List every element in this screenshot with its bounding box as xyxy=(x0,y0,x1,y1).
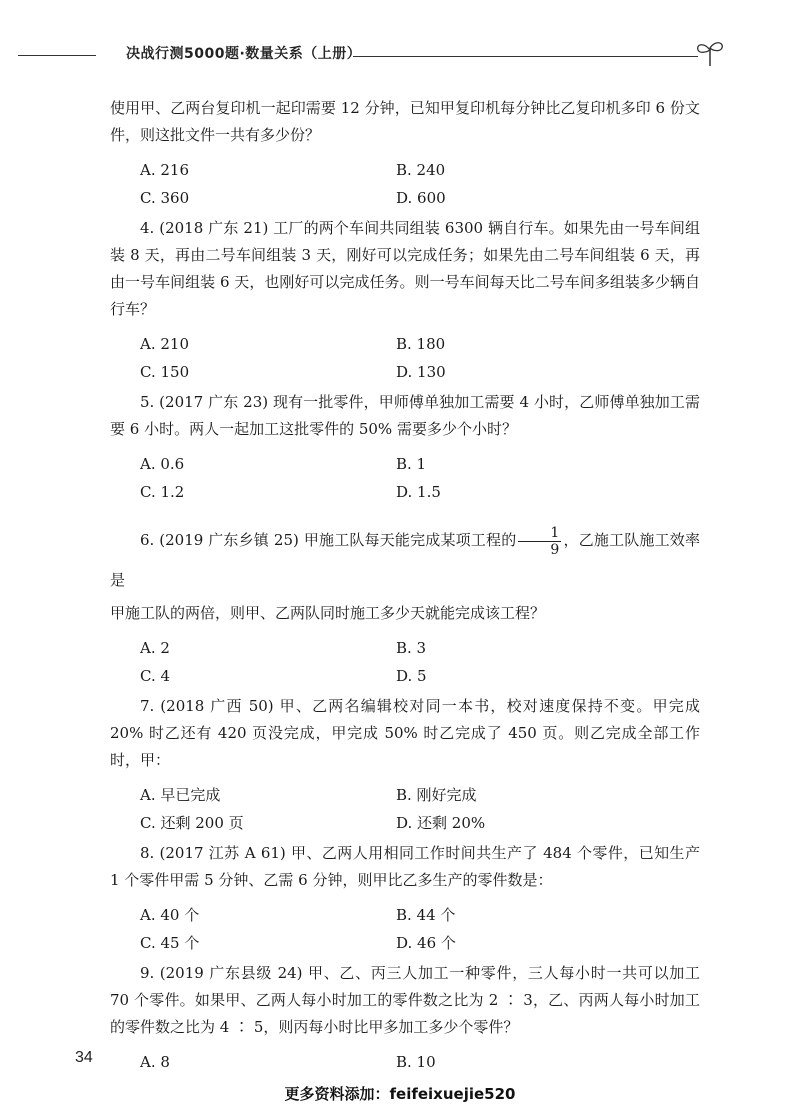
question-8 xyxy=(110,840,700,957)
question-text-pre: 6. (2019 广东乡镇 25) 甲施工队每天能完成某项工程的 xyxy=(140,531,517,549)
options xyxy=(110,450,700,506)
option-c: C. 还剩 200 页 xyxy=(140,814,244,832)
option-a: A. 0.6 xyxy=(140,455,185,473)
option-b: B. 3 xyxy=(396,639,427,657)
option-a: A. 210 xyxy=(140,335,189,353)
header-rule-left xyxy=(18,55,96,56)
question-text-post: ，乙施工队施工效率是 xyxy=(110,531,700,589)
option-b: B. 1 xyxy=(396,455,427,473)
options xyxy=(110,330,700,386)
option-c: C. 360 xyxy=(140,189,190,207)
question-7 xyxy=(110,693,700,837)
question-9 xyxy=(110,960,700,1076)
option-b: B. 刚好完成 xyxy=(396,786,477,804)
option-a: A. 早已完成 xyxy=(140,786,221,804)
question-text: 4. (2018 广东 21) 工厂的两个车间共同组装 6300 辆自行车。如果先由一号车间组装 8 天，再由二号车间组装 3 天，刚好可以完成任务；如果先由二号车间组装 6 天，再由一号车间组装 6 天，也刚好可以完成任务。则一号车间每天比二号车间多组装多少辆自行车？ xyxy=(110,219,700,318)
option-a: A. 8 xyxy=(140,1053,170,1071)
option-d: D. 600 xyxy=(396,189,446,207)
question-text: 7. (2018 广西 50) 甲、乙两名编辑校对同一本书，校对速度保持不变。甲完成 20% 时乙还有 420 页没完成，甲完成 50% 时乙完成了 450 页。则乙完成全部工作时，甲： xyxy=(110,697,700,769)
book-title: 决战行测5000题·数量关系（上册） xyxy=(126,46,362,62)
option-c: C. 1.2 xyxy=(140,483,185,501)
option-b: B. 240 xyxy=(396,161,446,179)
question-text: 5. (2017 广东 23) 现有一批零件，甲师傅单独加工需要 4 小时，乙师傅单独加工需要 6 小时。两人一起加工这批零件的 50% 需要多少个小时？ xyxy=(110,393,700,438)
option-d: D. 还剩 20% xyxy=(396,814,486,832)
question-6 xyxy=(110,520,700,690)
footer-note: 更多资料添加：feifeixuejie520 xyxy=(284,1085,516,1103)
question-text-line-1 xyxy=(110,520,700,600)
option-c: C. 45 个 xyxy=(140,934,200,952)
page-number: 34 xyxy=(75,1049,93,1066)
options xyxy=(110,1048,700,1076)
option-c: C. 150 xyxy=(140,363,190,381)
options xyxy=(110,634,700,690)
option-c: C. 4 xyxy=(140,667,171,685)
question-text: 8. (2017 江苏 A 61) 甲、乙两人用相同工作时间共生产了 484 个零件，已知生产 1 个零件甲需 5 分钟、乙需 6 分钟，则甲比乙多生产的零件数是： xyxy=(110,844,700,889)
question-text: 9. (2019 广东县级 24) 甲、乙、丙三人加工一种零件，三人每小时一共可以加工 70 个零件。如果甲、乙两人每小时加工的零件数之比为 2 ∶ 3，乙、丙两人每小时加工的零件数之比为 4 ∶ 5，则丙每小时比甲多加工多少个零件？ xyxy=(110,964,700,1036)
option-d: D. 130 xyxy=(396,363,446,381)
option-b: B. 10 xyxy=(396,1053,436,1071)
fraction-denominator: 9 xyxy=(550,541,560,558)
options xyxy=(110,156,700,212)
fraction-numerator: 1 xyxy=(518,525,561,542)
option-d: D. 1.5 xyxy=(396,483,441,501)
question-5 xyxy=(110,389,700,506)
option-d: D. 46 个 xyxy=(396,934,456,952)
header-rule-right xyxy=(353,56,698,57)
option-a: A. 2 xyxy=(140,639,170,657)
option-b: B. 44 个 xyxy=(396,906,456,924)
sprout-icon xyxy=(690,38,730,68)
running-header xyxy=(18,38,718,78)
question-3-continued xyxy=(110,95,700,212)
question-list xyxy=(110,95,700,1079)
option-b: B. 180 xyxy=(396,335,446,353)
options xyxy=(110,901,700,957)
option-d: D. 5 xyxy=(396,667,427,685)
fraction-one-ninth xyxy=(518,525,561,558)
question-text: 使用甲、乙两台复印机一起印需要 12 分钟，已知甲复印机每分钟比乙复印机多印 6 份文件，则这批文件一共有多少份？ xyxy=(110,99,700,144)
options xyxy=(110,781,700,837)
question-text-line-2: 甲施工队的两倍，则甲、乙两队同时施工多少天就能完成该工程？ xyxy=(110,604,546,622)
option-a: A. 216 xyxy=(140,161,189,179)
option-a: A. 40 个 xyxy=(140,906,200,924)
question-4 xyxy=(110,215,700,386)
